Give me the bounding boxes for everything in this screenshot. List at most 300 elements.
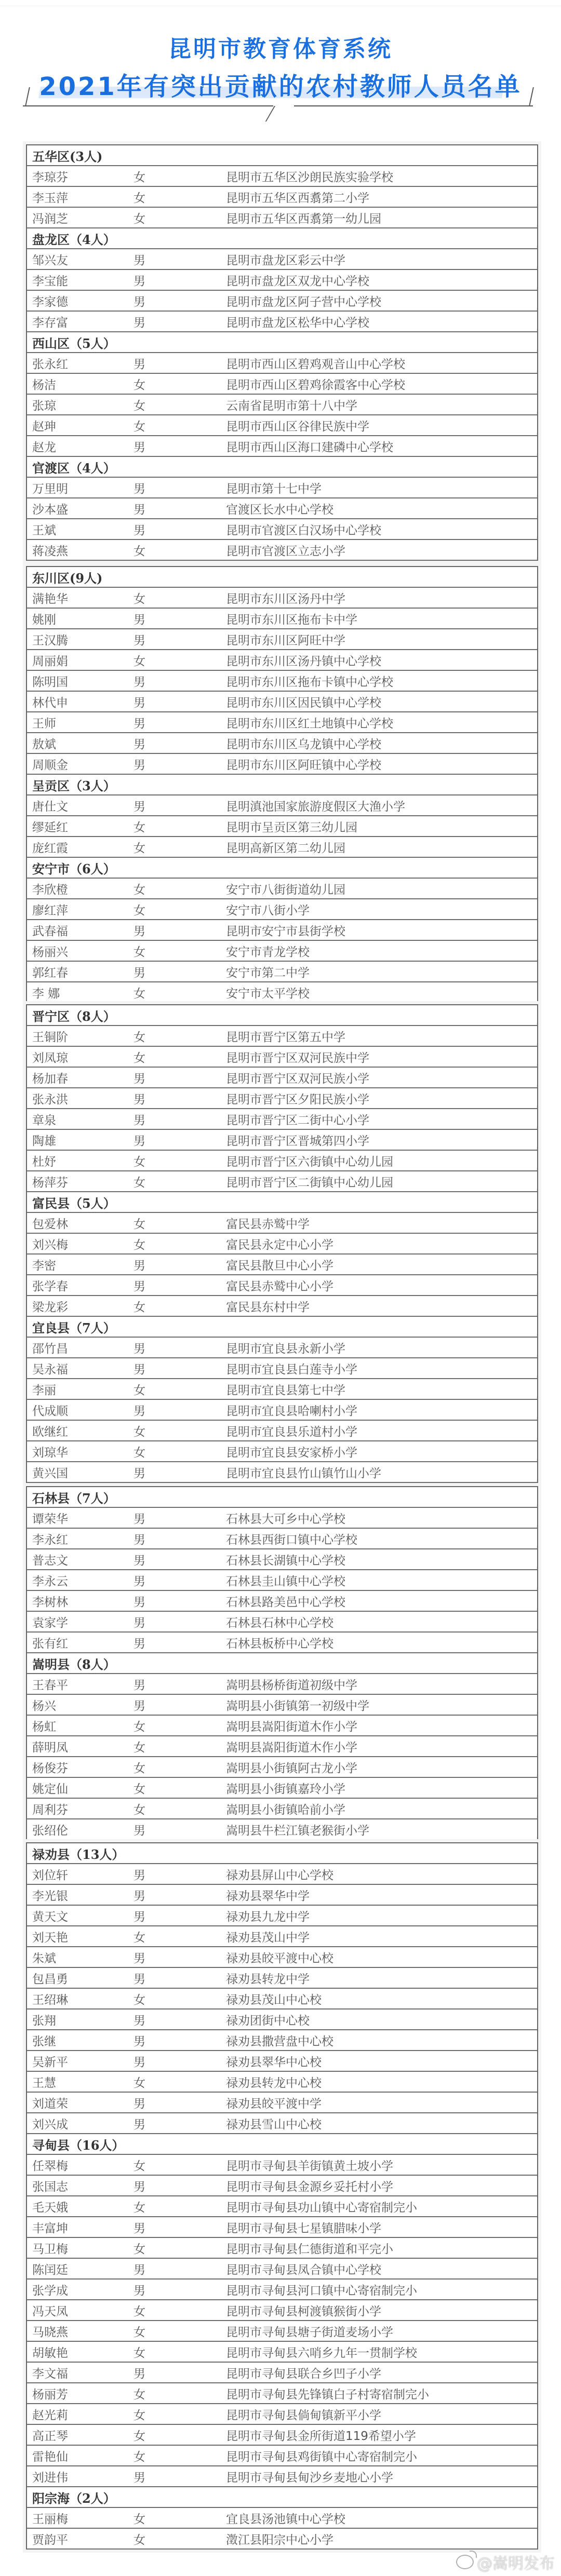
table-row — [27, 2196, 537, 2217]
teacher-sex: 男 — [133, 2097, 145, 2111]
teacher-name: 刘位轩 — [32, 1868, 68, 1882]
teacher-name: 欧继红 — [32, 1425, 68, 1439]
table-row — [27, 1778, 537, 1799]
teacher-sex: 男 — [133, 1279, 145, 1293]
title-frame-base-left — [23, 105, 273, 106]
teacher-school: 昆明市晋宁区晋城第四小学 — [226, 1134, 369, 1148]
teacher-name: 李 娜 — [32, 987, 60, 1001]
teacher-school: 富民县散旦中心小学 — [226, 1259, 333, 1273]
teacher-school: 昆明市五华区西翥第一幼儿园 — [226, 212, 381, 226]
table-row — [27, 2300, 537, 2321]
teacher-sex: 女 — [133, 987, 145, 1001]
teacher-sex: 男 — [133, 1595, 145, 1609]
teacher-sex: 男 — [133, 2367, 145, 2381]
table-row — [27, 2363, 537, 2383]
teacher-table — [26, 1842, 538, 2550]
teacher-school: 禄劝县翠华中学 — [226, 1889, 310, 1903]
teacher-sex: 男 — [133, 2034, 145, 2048]
teacher-sex: 男 — [133, 1533, 145, 1547]
district-header — [27, 775, 537, 795]
teacher-school: 昆明市宜良县第七中学 — [226, 1383, 345, 1397]
table-block — [23, 1001, 541, 1486]
teacher-sex: 男 — [133, 737, 145, 751]
teacher-sex: 男 — [133, 633, 145, 648]
district-header — [27, 1487, 537, 1508]
table-row — [27, 982, 537, 1003]
teacher-school: 禄劝县九龙中学 — [226, 1910, 310, 1924]
table-row — [27, 692, 537, 712]
teacher-table — [26, 566, 538, 1003]
table-row — [27, 249, 537, 270]
table-row — [27, 1441, 537, 1462]
teacher-school: 昆明市盘龙区阿子营中心学校 — [226, 295, 381, 309]
teacher-name: 缪延红 — [32, 820, 68, 834]
table-row — [27, 671, 537, 692]
teacher-school: 石林县板桥中心学校 — [226, 1637, 333, 1651]
teacher-school: 昆明市盘龙区彩云中学 — [226, 253, 345, 267]
district-name: 五华区(3人) — [32, 149, 103, 164]
teacher-school: 昆明滇池国家旅游度假区大渔小学 — [226, 800, 405, 814]
teacher-name: 张永洪 — [32, 1093, 68, 1107]
teacher-school: 昆明市西山区碧鸡观音山中心学校 — [226, 357, 405, 371]
table-row — [27, 478, 537, 498]
table-row — [27, 1799, 537, 1819]
table-block — [23, 563, 541, 1006]
weibo-icon — [456, 2555, 474, 2569]
district-name: 安宁市（6人） — [32, 861, 116, 876]
teacher-name: 赵光莉 — [32, 2408, 68, 2422]
teacher-sex: 男 — [133, 1910, 145, 1924]
district-header — [27, 1843, 537, 1864]
teacher-name: 张继 — [32, 2034, 56, 2048]
table-row — [27, 650, 537, 671]
district-header — [27, 2487, 537, 2508]
teacher-sex: 女 — [133, 1238, 145, 1252]
table-row — [27, 1947, 537, 1968]
teacher-sex: 女 — [133, 2408, 145, 2422]
teacher-name: 敖斌 — [32, 737, 56, 751]
teacher-name: 刘凤琼 — [32, 1051, 68, 1065]
table-row — [27, 1109, 537, 1130]
teacher-sex: 女 — [133, 2450, 145, 2464]
teacher-name: 梁龙彩 — [32, 1300, 68, 1314]
table-row — [27, 712, 537, 733]
teacher-name: 陈闰廷 — [32, 2263, 68, 2277]
teacher-sex: 男 — [133, 2014, 145, 2028]
district-header — [27, 1005, 537, 1026]
district-header — [27, 228, 537, 249]
table-row — [27, 920, 537, 941]
teacher-sex: 男 — [133, 1637, 145, 1651]
district-header — [27, 1192, 537, 1213]
teacher-school: 昆明市西山区谷律民族中学 — [226, 420, 369, 434]
teacher-school: 昆明市宜良县安家桥小学 — [226, 1446, 357, 1460]
district-name: 呈贡区（3人） — [32, 778, 116, 793]
teacher-school: 昆明市晋宁区二街中心小学 — [226, 1113, 369, 1127]
teacher-name: 李永云 — [32, 1574, 68, 1588]
teacher-name: 蒋凌燕 — [32, 544, 68, 558]
teacher-name: 杨洁 — [32, 378, 56, 392]
teacher-sex: 男 — [133, 1889, 145, 1903]
table-row — [27, 1570, 537, 1591]
table-row — [27, 2072, 537, 2093]
teacher-sex: 女 — [133, 592, 145, 606]
teacher-sex: 男 — [133, 1342, 145, 1356]
teacher-school: 安宁市太平学校 — [226, 987, 310, 1001]
teacher-school: 昆明高新区第二幼儿园 — [226, 841, 345, 855]
teacher-name: 张学成 — [32, 2284, 68, 2298]
teacher-school: 云南省昆明市第十八中学 — [226, 399, 357, 413]
teacher-name: 王汉腾 — [32, 633, 68, 648]
teacher-name: 李文福 — [32, 2367, 68, 2381]
table-row — [27, 1906, 537, 1926]
teacher-name: 武春福 — [32, 924, 68, 938]
table-block — [23, 1483, 541, 1843]
teacher-name: 李丽 — [32, 1383, 56, 1397]
page-title — [0, 0, 561, 140]
teacher-school: 昆明市盘龙区双龙中心学校 — [226, 274, 369, 288]
teacher-sex: 女 — [133, 191, 145, 205]
table-row — [27, 1757, 537, 1778]
district-header — [27, 1317, 537, 1338]
teacher-name: 邵竹昌 — [32, 1342, 68, 1356]
teacher-school: 禄劝县雪山中心校 — [226, 2118, 322, 2132]
teacher-sex: 女 — [133, 1803, 145, 1817]
teacher-name: 王师 — [32, 717, 56, 731]
table-row — [27, 166, 537, 187]
teacher-school: 嵩明县小街镇第一初级中学 — [226, 1699, 369, 1713]
teacher-name: 唐仕文 — [32, 800, 68, 814]
teacher-sex: 女 — [133, 1761, 145, 1775]
district-header — [27, 457, 537, 478]
teacher-sex: 女 — [133, 2201, 145, 2215]
table-row — [27, 1171, 537, 1192]
teacher-sex: 女 — [133, 2076, 145, 2090]
table-row — [27, 1234, 537, 1255]
teacher-school: 石林县路美邑中心学校 — [226, 1595, 345, 1609]
district-name: 西山区（5人） — [32, 335, 116, 351]
teacher-name: 李永红 — [32, 1533, 68, 1547]
teacher-school: 昆明市寻甸县塘子街道麦场小学 — [226, 2325, 393, 2339]
teacher-sex: 女 — [133, 544, 145, 558]
table-row — [27, 1047, 537, 1068]
table-row — [27, 1612, 537, 1633]
teacher-name: 周顺金 — [32, 758, 68, 772]
teacher-name: 李琼芬 — [32, 170, 68, 184]
teacher-school: 昆明市寻甸县羊街镇黄土坡小学 — [226, 2159, 393, 2173]
table-row — [27, 962, 537, 982]
table-row — [27, 1819, 537, 1840]
table-row — [27, 2466, 537, 2487]
teacher-sex: 男 — [133, 1512, 145, 1526]
table-row — [27, 1736, 537, 1757]
table-row — [27, 374, 537, 395]
teacher-name: 杨丽兴 — [32, 945, 68, 959]
teacher-name: 张学春 — [32, 1279, 68, 1293]
teacher-name: 周利芬 — [32, 1803, 68, 1817]
teacher-sex: 女 — [133, 2388, 145, 2402]
teacher-school: 昆明市东川区拖布卡镇中心学校 — [226, 675, 393, 689]
title-frame-base-right — [294, 105, 533, 106]
teacher-sex: 女 — [133, 2242, 145, 2256]
district-header — [27, 858, 537, 879]
teacher-name: 杨加春 — [32, 1072, 68, 1086]
district-name: 东川区(9人) — [32, 570, 103, 586]
table-row — [27, 2280, 537, 2300]
teacher-school: 嵩明县小街镇阿古龙小学 — [226, 1761, 357, 1775]
teacher-sex: 女 — [133, 1720, 145, 1734]
teacher-sex: 女 — [133, 903, 145, 918]
teacher-school: 昆明市东川区阿旺镇中心学校 — [226, 758, 381, 772]
teacher-name: 包昌勇 — [32, 1972, 68, 1986]
district-name: 寻甸县（16人） — [32, 2137, 125, 2153]
teacher-sex: 男 — [133, 1678, 145, 1692]
table-row — [27, 816, 537, 837]
table-row — [27, 629, 537, 650]
teacher-school: 昆明市寻甸县河口镇中心寄宿制完小 — [226, 2284, 417, 2298]
teacher-table — [26, 144, 538, 561]
teacher-sex: 女 — [133, 1741, 145, 1755]
teacher-school: 昆明市晋宁区第五中学 — [226, 1030, 345, 1044]
teacher-school: 昆明市寻甸县仁德街道和平完小 — [226, 2242, 393, 2256]
teacher-sex: 男 — [133, 1972, 145, 1986]
teacher-sex: 男 — [133, 1554, 145, 1568]
teacher-sex: 女 — [133, 654, 145, 668]
table-row — [27, 1068, 537, 1088]
teacher-school: 昆明市晋宁区夕阳民族小学 — [226, 1093, 369, 1107]
teacher-sex: 男 — [133, 2471, 145, 2485]
table-row — [27, 588, 537, 609]
teacher-school: 昆明市东川区拖布卡中学 — [226, 613, 357, 627]
table-row — [27, 2259, 537, 2280]
teacher-school: 昆明市东川区因民镇中心学校 — [226, 696, 381, 710]
teacher-sex: 男 — [133, 316, 145, 330]
teacher-name: 杨萍芬 — [32, 1176, 68, 1190]
teacher-name: 刘进伟 — [32, 2471, 68, 2485]
teacher-name: 万里明 — [32, 482, 68, 496]
teacher-name: 李树林 — [32, 1595, 68, 1609]
teacher-school: 昆明市寻甸县金所街道119希望小学 — [226, 2429, 416, 2443]
teacher-school: 嵩明县嵩阳街道木作小学 — [226, 1720, 357, 1734]
teacher-sex: 男 — [133, 1824, 145, 1838]
teacher-name: 冯天凤 — [32, 2304, 68, 2318]
teacher-school: 昆明市寻甸县功山镇中心寄宿制完小 — [226, 2201, 417, 2215]
teacher-name: 张翔 — [32, 2014, 56, 2028]
teacher-name: 马晓燕 — [32, 2325, 68, 2339]
title-line-1: 昆明市教育体育系统 — [168, 36, 393, 62]
teacher-school: 昆明市寻甸县鸡街镇中心寄宿制完小 — [226, 2450, 417, 2464]
teacher-school: 石林县石林中心学校 — [226, 1616, 333, 1630]
teacher-school: 昆明市寻甸县凤合镇中心学校 — [226, 2263, 381, 2277]
teacher-name: 代成顺 — [32, 1404, 68, 1418]
teacher-name: 邹兴友 — [32, 253, 68, 267]
title-frame-pointer — [265, 106, 275, 122]
teacher-sex: 女 — [133, 2429, 145, 2443]
table-row — [27, 1695, 537, 1716]
teacher-school: 富民县东村中学 — [226, 1300, 310, 1314]
table-row — [27, 2508, 537, 2529]
table-row — [27, 2529, 537, 2550]
table-row — [27, 2030, 537, 2051]
teacher-name: 李宝能 — [32, 274, 68, 288]
teacher-school: 石林县西街口镇中心学校 — [226, 1533, 357, 1547]
teacher-name: 杨丽芳 — [32, 2388, 68, 2402]
teacher-school: 昆明市东川区汤丹中学 — [226, 592, 345, 606]
table-row — [27, 1674, 537, 1695]
teacher-school: 富民县赤鹫中心小学 — [226, 1279, 333, 1293]
teacher-name: 沙本盛 — [32, 503, 68, 517]
teacher-name: 吴永福 — [32, 1363, 68, 1377]
table-row — [27, 2093, 537, 2113]
teacher-school: 昆明市寻甸县先锋镇白子村寄宿制完小 — [226, 2388, 429, 2402]
teacher-school: 昆明市东川区阿旺中学 — [226, 633, 345, 648]
teacher-sex: 男 — [133, 924, 145, 938]
teacher-name: 庞红霞 — [32, 841, 68, 855]
teacher-school: 昆明市晋宁区双河民族中学 — [226, 1051, 369, 1065]
teacher-school: 昆明市宜良县永新小学 — [226, 1342, 345, 1356]
teacher-name: 刘琼华 — [32, 1446, 68, 1460]
teacher-name: 黄兴国 — [32, 1466, 68, 1480]
teacher-sex: 女 — [133, 2346, 145, 2360]
teacher-school: 富民县永定中心小学 — [226, 1238, 333, 1252]
teacher-name: 张琼 — [32, 399, 56, 413]
teacher-school: 昆明市寻甸县柯渡镇猴街小学 — [226, 2304, 381, 2318]
table-row — [27, 1338, 537, 1358]
district-header — [27, 1653, 537, 1674]
teacher-sex: 男 — [133, 274, 145, 288]
table-row — [27, 395, 537, 415]
teacher-school: 禄劝县屏山中心学校 — [226, 1868, 333, 1882]
teacher-name: 李家德 — [32, 295, 68, 309]
table-row — [27, 1213, 537, 1234]
teacher-school: 昆明市盘龙区松华中心学校 — [226, 316, 369, 330]
table-row — [27, 2383, 537, 2404]
table-row — [27, 2425, 537, 2446]
teacher-name: 王丽梅 — [32, 2512, 68, 2526]
teacher-sex: 男 — [133, 1072, 145, 1086]
teacher-name: 王春平 — [32, 1678, 68, 1692]
teacher-name: 朱斌 — [32, 1951, 56, 1965]
teacher-school: 昆明市东川区红土地镇中心学校 — [226, 717, 393, 731]
teacher-sex: 女 — [133, 1300, 145, 1314]
teacher-sex: 男 — [133, 758, 145, 772]
teacher-table — [26, 1486, 538, 1840]
table-row — [27, 1088, 537, 1109]
table-row — [27, 2446, 537, 2466]
teacher-school: 昆明市安宁市县街学校 — [226, 924, 345, 938]
table-row — [27, 795, 537, 816]
teacher-school: 昆明市西山区碧鸡徐霞客中心学校 — [226, 378, 405, 392]
teacher-sex: 男 — [133, 253, 145, 267]
table-row — [27, 941, 537, 962]
table-row — [27, 2009, 537, 2030]
table-row — [27, 208, 537, 228]
teacher-name: 吴新平 — [32, 2055, 68, 2069]
teacher-school: 禄劝县皎平渡中心校 — [226, 1951, 333, 1965]
table-row — [27, 1421, 537, 1441]
table-row — [27, 415, 537, 436]
teacher-name: 包爱林 — [32, 1217, 68, 1231]
teacher-school: 禄劝县茂山中心校 — [226, 1993, 322, 2007]
teacher-name: 谭荣华 — [32, 1512, 68, 1526]
table-row — [27, 1591, 537, 1612]
teacher-name: 李光银 — [32, 1889, 68, 1903]
teacher-name: 李密 — [32, 1259, 56, 1273]
table-row — [27, 1151, 537, 1171]
teacher-sex: 女 — [133, 841, 145, 855]
teacher-sex: 女 — [133, 1383, 145, 1397]
teacher-name: 章泉 — [32, 1113, 56, 1127]
table-row — [27, 291, 537, 312]
table-row — [27, 1358, 537, 1379]
teacher-school: 昆明市西山区海口建磷中心学校 — [226, 440, 393, 454]
teacher-sex: 男 — [133, 2180, 145, 2194]
teacher-school: 昆明市寻甸县六哨乡九年一贯制学校 — [226, 2346, 417, 2360]
table-row — [27, 1275, 537, 1296]
teacher-school: 昆明市宜良县竹山镇竹山小学 — [226, 1466, 381, 1480]
district-header — [27, 332, 537, 353]
district-name: 阳宗海（2人） — [32, 2490, 116, 2506]
district-header — [27, 145, 537, 166]
teacher-school: 官渡区长水中心学校 — [226, 503, 333, 517]
teacher-school: 安宁市第二中学 — [226, 966, 310, 980]
teacher-school: 安宁市青龙学校 — [226, 945, 310, 959]
teacher-school: 昆明市晋宁区二街镇中心幼儿园 — [226, 1176, 393, 1190]
teacher-sex: 女 — [133, 1030, 145, 1044]
teacher-name: 胡敏艳 — [32, 2346, 68, 2360]
teacher-sex: 女 — [133, 2533, 145, 2547]
table-row — [27, 519, 537, 540]
table-row — [27, 1885, 537, 1906]
teacher-school: 昆明市官渡区立志小学 — [226, 544, 345, 558]
teacher-sex: 男 — [133, 800, 145, 814]
teacher-sex: 女 — [133, 212, 145, 226]
teacher-sex: 女 — [133, 420, 145, 434]
table-block — [23, 1839, 541, 2553]
teacher-school: 昆明市寻甸县金源乡妥托村小学 — [226, 2180, 393, 2194]
teacher-sex: 女 — [133, 1993, 145, 2007]
teacher-name: 杨俊芬 — [32, 1761, 68, 1775]
district-name: 禄劝县（13人） — [32, 1846, 125, 1862]
table-row — [27, 1716, 537, 1736]
teacher-school: 禄劝县茂山中学 — [226, 1931, 310, 1945]
teacher-school: 石林县圭山镇中心学校 — [226, 1574, 345, 1588]
table-row — [27, 879, 537, 899]
teacher-name: 袁家学 — [32, 1616, 68, 1630]
table-row — [27, 2051, 537, 2072]
teacher-sex: 女 — [133, 2304, 145, 2318]
table-row — [27, 1130, 537, 1151]
teacher-name: 任翠梅 — [32, 2159, 68, 2173]
teacher-school: 昆明市官渡区白汉场中心学校 — [226, 523, 381, 537]
teacher-name: 满艳华 — [32, 592, 68, 606]
teacher-school: 富民县赤鹫中学 — [226, 1217, 310, 1231]
district-name: 宜良县（7人） — [32, 1320, 116, 1336]
teacher-name: 杜妤 — [32, 1155, 56, 1169]
teacher-sex: 男 — [133, 2263, 145, 2277]
teacher-sex: 男 — [133, 966, 145, 980]
teacher-sex: 男 — [133, 2221, 145, 2235]
teacher-sex: 女 — [133, 378, 145, 392]
table-row — [27, 1633, 537, 1653]
table-row — [27, 1529, 537, 1549]
teacher-sex: 男 — [133, 440, 145, 454]
teacher-school: 昆明市寻甸县甸沙乡麦地心小学 — [226, 2471, 393, 2485]
teacher-sex: 男 — [133, 2284, 145, 2298]
teacher-name: 廖红萍 — [32, 903, 68, 918]
teacher-name: 赵龙 — [32, 440, 56, 454]
teacher-school: 禄劝县翠华中心校 — [226, 2055, 322, 2069]
